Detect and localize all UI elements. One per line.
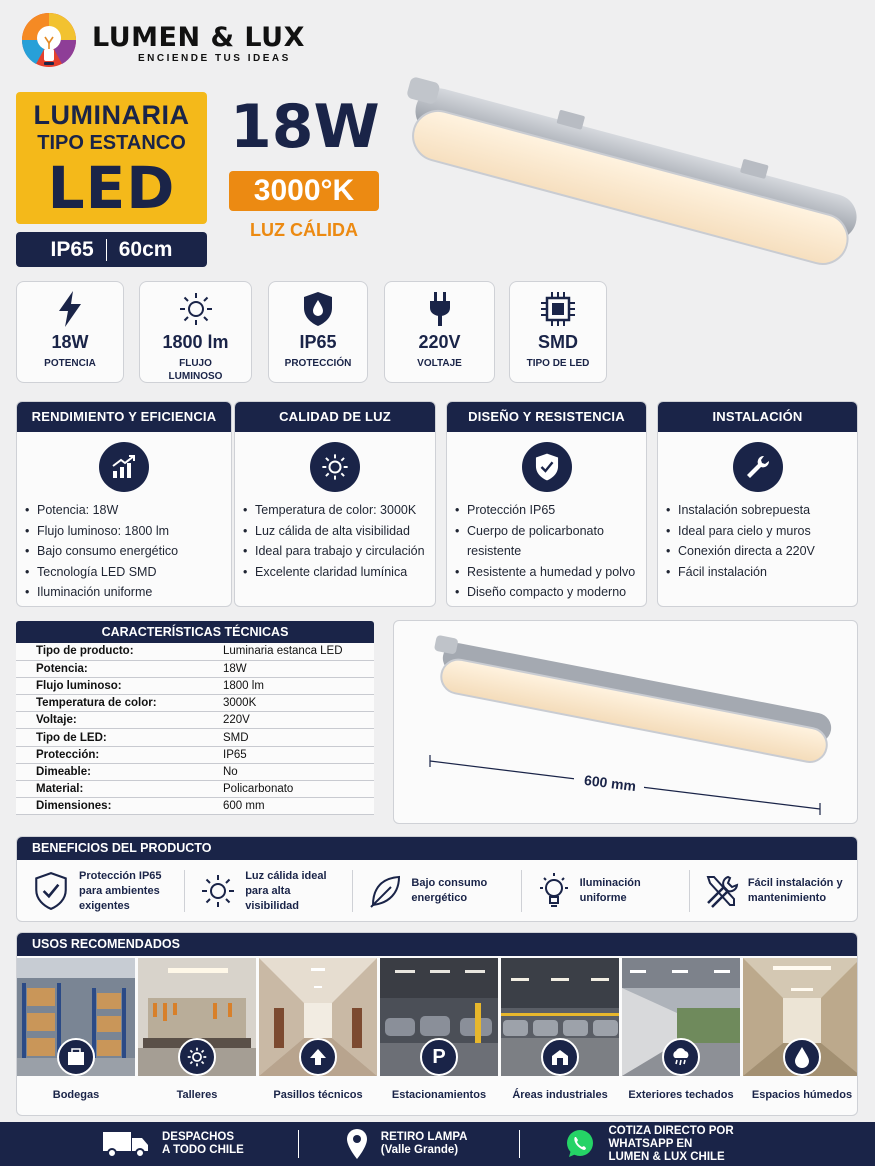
brand-tagline: ENCIENDE TUS IDEAS	[138, 53, 291, 64]
use-card-bodegas	[17, 958, 135, 1114]
use-card-exteriores	[622, 958, 740, 1114]
feature-item: • Iluminación uniforme	[25, 582, 231, 603]
light-type: LUZ CÁLIDA	[250, 220, 358, 240]
table-row: Material: Policarbonato	[16, 781, 374, 798]
feature-column-installation	[657, 401, 858, 607]
bulb-icon	[536, 872, 572, 910]
feature-item: • Instalación sobrepuesta	[666, 500, 857, 521]
feature-item: • Tecnología LED SMD	[25, 562, 231, 583]
product-title-box	[16, 92, 207, 224]
table-row: Flujo luminoso: 1800 lm	[16, 677, 374, 694]
footer-item-shipping	[102, 1129, 244, 1159]
plug-icon	[425, 290, 455, 328]
spec-box-flux	[139, 281, 252, 383]
footer-line: DESPACHOS	[162, 1131, 234, 1143]
brand-name: LUMEN & LUX	[92, 22, 305, 53]
feature-title: CALIDAD DE LUZ	[235, 402, 435, 432]
use-card-humedos	[743, 958, 858, 1114]
box-icon	[57, 1038, 95, 1076]
title-line3: LED	[47, 154, 176, 222]
spec-value: IP65	[299, 332, 337, 352]
feature-item: • Cuerpo de policarbonato resistente	[455, 521, 646, 562]
feature-column-design	[446, 401, 647, 607]
benefit-item	[353, 870, 521, 912]
benefit-text: Bajo consumo energético	[411, 877, 488, 904]
feature-title: RENDIMIENTO Y EFICIENCIA	[17, 402, 231, 432]
tools-icon	[704, 873, 740, 909]
use-label: Talleres	[176, 1088, 218, 1101]
drop-icon	[783, 1038, 821, 1076]
feature-item: • Bajo consumo energético	[25, 541, 231, 562]
spec-value: SMD	[538, 332, 578, 352]
leaf-icon	[367, 873, 403, 909]
footer-divider	[519, 1130, 520, 1158]
sun-icon	[178, 1038, 216, 1076]
factory-icon	[541, 1038, 579, 1076]
feature-item: • Luz cálida de alta visibilidad	[243, 521, 435, 542]
feature-item: • Resistente a humedad y polvo	[455, 562, 646, 583]
footer-line: WHATSAPP EN	[608, 1137, 693, 1150]
title-line1: LUMINARIA	[33, 100, 190, 130]
length: 60cm	[118, 237, 173, 261]
spec-label: FLUJO LUMINOSO	[168, 358, 223, 382]
benefit-text: Protección IP65 para ambientes exigentes	[79, 869, 162, 912]
table-row: Tipo de producto: Luminaria estanca LED	[16, 643, 374, 660]
spec-box-led-type	[509, 281, 607, 383]
divider	[106, 239, 107, 261]
footer-line: COTIZA DIRECTO POR	[608, 1124, 734, 1137]
benefits-title: BENEFICIOS DEL PRODUCTO	[17, 837, 857, 860]
use-card-industriales	[501, 958, 619, 1114]
use-card-estacionamientos	[380, 958, 498, 1114]
spec-box-voltage	[384, 281, 495, 383]
benefit-item	[522, 870, 690, 912]
truck-icon	[102, 1129, 150, 1159]
use-label: Espacios húmedos	[751, 1088, 853, 1101]
table-row: Protección: IP65	[16, 746, 374, 763]
table-row: Tipo de LED: SMD	[16, 729, 374, 746]
brand-logo-bulb-icon	[16, 10, 82, 76]
wrench-icon	[733, 442, 783, 492]
spec-value: 1800 lm	[162, 332, 229, 352]
sun-icon	[199, 872, 237, 910]
shield-check-icon	[31, 871, 71, 911]
use-card-talleres	[138, 958, 256, 1114]
footer-line: LUMEN & LUX CHILE	[608, 1150, 725, 1163]
spec-box-power	[16, 281, 124, 383]
title-line2: TIPO ESTANCO	[37, 132, 186, 154]
footer-bar	[0, 1122, 875, 1166]
feature-item: • Excelente claridad lumínica	[243, 562, 435, 583]
footer-line: A TODO CHILE	[162, 1144, 244, 1156]
footer-line: RETIRO LAMPA	[380, 1131, 468, 1143]
spec-value: 220V	[418, 332, 461, 352]
product-image-lamp	[395, 70, 865, 285]
dimension-label: 600 mm	[583, 771, 637, 795]
footer-line: (Valle Grande)	[380, 1144, 459, 1156]
spec-label: PROTECCIÓN	[284, 358, 352, 369]
footer-item-whatsapp[interactable]	[564, 1125, 733, 1164]
feature-item: • Fácil instalación	[666, 562, 857, 583]
spec-label: POTENCIA	[44, 358, 96, 369]
shield-drop-icon	[301, 290, 335, 328]
feature-column-light-quality	[234, 401, 436, 607]
shield-check-icon	[522, 442, 572, 492]
feature-title: INSTALACIÓN	[658, 402, 857, 432]
dimension-diagram	[393, 620, 858, 824]
feature-item: • Protección IP65	[455, 500, 646, 521]
use-label: Estacionamientos	[391, 1088, 487, 1101]
sun-icon	[177, 290, 215, 328]
arrow-up-icon	[299, 1038, 337, 1076]
feature-column-performance	[16, 401, 232, 607]
feature-title: DISEÑO Y RESISTENCIA	[447, 402, 646, 432]
chart-up-icon	[99, 442, 149, 492]
ip-length-bar	[16, 232, 207, 267]
use-label: Exteriores techados	[628, 1088, 734, 1101]
table-row: Dimensiones: 600 mm	[16, 798, 374, 815]
tech-title: CARACTERÍSTICAS TÉCNICAS	[16, 621, 374, 643]
spec-label: TIPO DE LED	[526, 358, 590, 369]
bolt-icon	[55, 290, 85, 328]
feature-item: • Conexión directa a 220V	[666, 541, 857, 562]
ip-rating: IP65	[50, 237, 94, 261]
benefit-item	[17, 870, 185, 912]
benefit-item	[690, 870, 857, 912]
benefit-text: Iluminación uniforme	[579, 877, 641, 904]
use-label: Pasillos técnicos	[273, 1088, 363, 1101]
use-label: Bodegas	[52, 1088, 100, 1101]
rain-cloud-icon	[662, 1038, 700, 1076]
feature-item: • Ideal para trabajo y circulación	[243, 541, 435, 562]
parking-icon: P	[420, 1038, 458, 1076]
benefit-item	[185, 870, 353, 912]
use-label: Áreas industriales	[512, 1088, 608, 1101]
benefit-text: Fácil instalación y mantenimiento	[747, 877, 843, 904]
spec-label: VOLTAJE	[417, 358, 462, 369]
feature-item: • Flujo luminoso: 1800 lm	[25, 521, 231, 542]
uses-title: USOS RECOMENDADOS	[17, 933, 857, 956]
pin-icon	[345, 1128, 369, 1160]
feature-item: • Ideal para cielo y muros	[666, 521, 857, 542]
benefits-section	[16, 836, 858, 922]
color-temp-badge: 3000°K	[229, 171, 379, 211]
table-row: Voltaje: 220V	[16, 712, 374, 729]
feature-item: • Temperatura de color: 3000K	[243, 500, 435, 521]
spec-box-protection	[268, 281, 368, 383]
tech-specs-table	[16, 621, 374, 815]
spec-value: 18W	[51, 332, 89, 352]
feature-item: • Diseño compacto y moderno	[455, 582, 646, 603]
table-row: Potencia: 18W	[16, 660, 374, 677]
benefit-text: Luz cálida ideal para alta visibilidad	[245, 869, 327, 912]
whatsapp-icon	[564, 1128, 596, 1160]
feature-item: • Potencia: 18W	[25, 500, 231, 521]
footer-item-pickup	[345, 1128, 468, 1160]
sun-icon	[310, 442, 360, 492]
use-card-pasillos	[259, 958, 377, 1114]
chip-icon	[539, 290, 577, 328]
footer-divider	[298, 1130, 299, 1158]
uses-section	[16, 932, 858, 1116]
table-row: Temperatura de color: 3000K	[16, 695, 374, 712]
table-row: Dimeable: No	[16, 763, 374, 780]
power-rating: 18W	[230, 92, 380, 162]
